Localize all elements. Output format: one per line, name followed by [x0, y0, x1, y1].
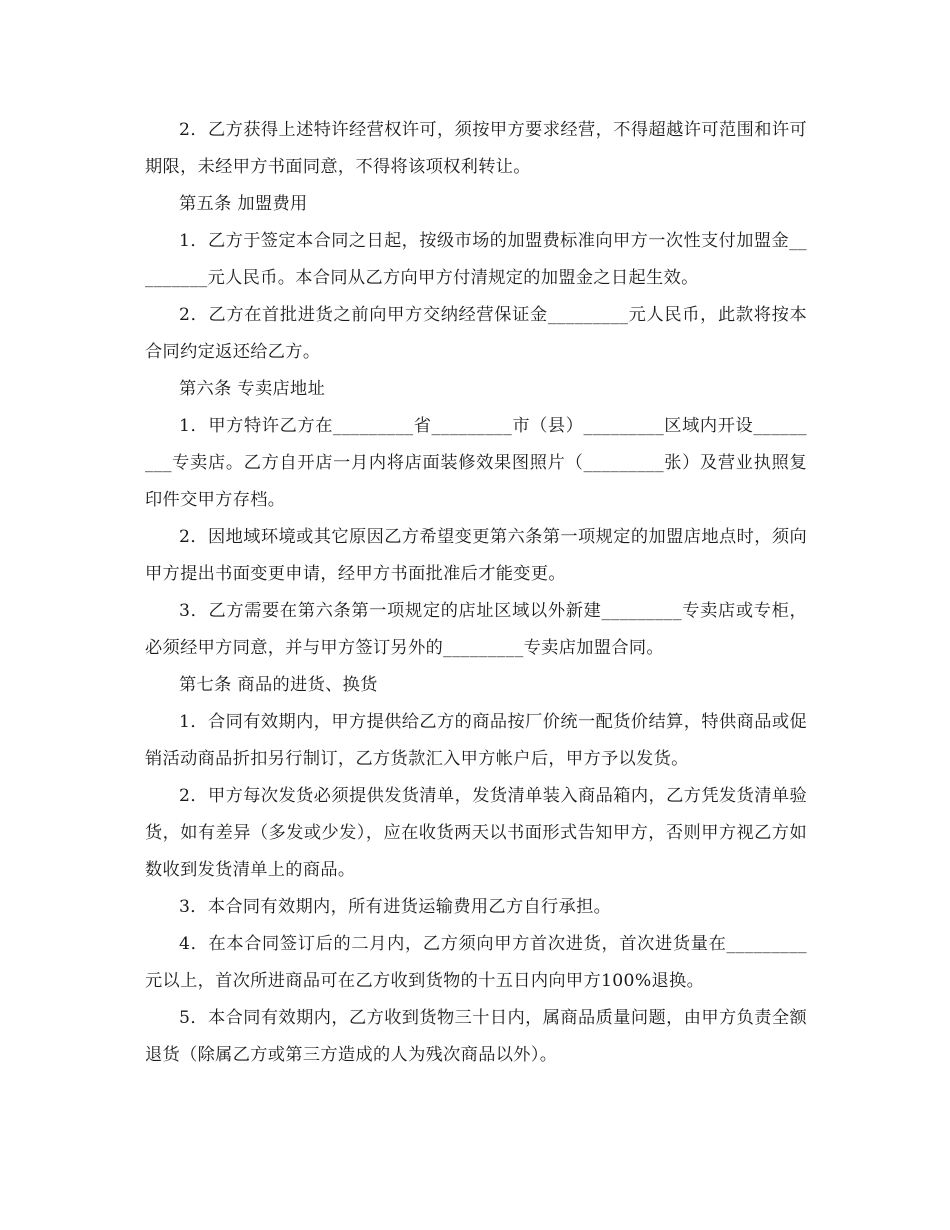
- paragraph-6-2: 2．因地域环境或其它原因乙方希望变更第六条第一项规定的加盟店地点时，须向甲方提出书面变更申请，经甲方书面批准后才能变更。: [145, 527, 807, 584]
- paragraph-6-3: 3．乙方需要在第六条第一项规定的店址区域以外新建_________专卖店或专柜，必须经甲方同意，并与甲方签订另外的_________专卖店加盟合同。: [145, 601, 807, 658]
- document-page: [145, 112, 807, 1074]
- paragraph-7-1: 1．合同有效期内，甲方提供给乙方的商品按厂价统一配货价结算，特供商品或促销活动商品折扣另行制订，乙方货款汇入甲方帐户后，甲方予以发货。: [145, 712, 807, 769]
- paragraph-7-4: 4．在本合同签订后的二月内，乙方须向甲方首次进货，首次进货量在_________元以上，首次所进商品可在乙方收到货物的十五日内向甲方100%退换。: [145, 934, 807, 991]
- paragraph-7-2: 2．甲方每次发货必须提供发货清单，发货清单装入商品箱内，乙方凭发货清单验货，如有差异（多发或少发），应在收货两天以书面形式告知甲方，否则甲方视乙方如数收到发货清单上的商品。: [145, 786, 807, 880]
- paragraph-7-5: 5．本合同有效期内，乙方收到货物三十日内，属商品质量问题，由甲方负责全额退货（除属乙方或第三方造成的人为残次商品以外）。: [145, 1008, 807, 1065]
- article-5-heading: 第五条 加盟费用: [179, 194, 308, 214]
- paragraph-4-2: 2．乙方获得上述特许经营权许可，须按甲方要求经营，不得超越许可范围和许可期限，未经甲方书面同意，不得将该项权利转让。: [145, 120, 807, 177]
- paragraph-7-3: 3．本合同有效期内，所有进货运输费用乙方自行承担。: [179, 897, 612, 917]
- paragraph-5-2: 2．乙方在首批进货之前向甲方交纳经营保证金_________元人民币，此款将按本合同约定返还给乙方。: [145, 305, 807, 362]
- article-7-heading: 第七条 商品的进货、换货: [179, 675, 378, 695]
- paragraph-6-1: 1．甲方特许乙方在_________省_________市（县）_________区域内开设_________专卖店。乙方自开店一月内将店面装修效果图照片（_________张）及营业执照复印件交甲方存档。: [145, 416, 807, 510]
- article-6-heading: 第六条 专卖店地址: [179, 379, 326, 399]
- paragraph-5-1: 1．乙方于签定本合同之日起，按级市场的加盟费标准向甲方一次性支付加盟金_________元人民币。本合同从乙方向甲方付清规定的加盟金之日起生效。: [145, 231, 807, 288]
